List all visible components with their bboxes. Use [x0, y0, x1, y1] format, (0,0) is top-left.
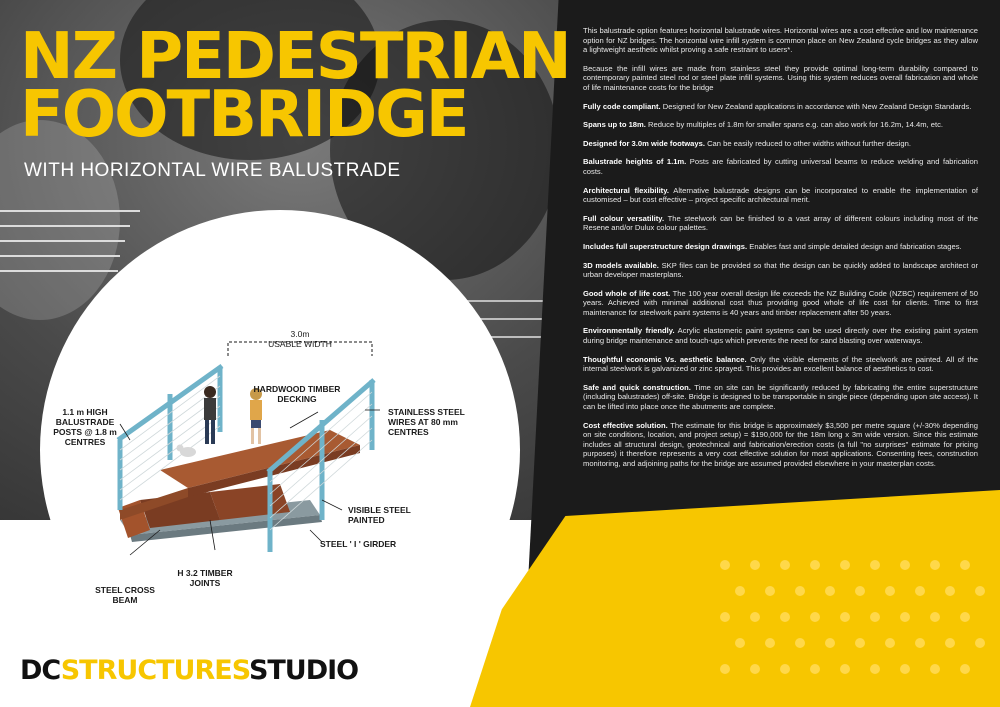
feature-heading: Balustrade heights of 1.1m.	[583, 157, 687, 167]
decor-dot	[930, 612, 940, 622]
decor-dot	[840, 612, 850, 622]
intro-paragraph: This balustrade option features horizontal balustrade wires. Horizontal wires are a cost effective and low maintenance option for NZ bridges. The horizontal wire infill system is common place on New Zealand cycle bridges as they allow a lightweight aesthetic whilst proving a safe restraint to users*.	[583, 26, 978, 55]
feature-paragraph	[583, 383, 978, 412]
railing-wire	[0, 240, 125, 242]
decor-dot	[735, 638, 745, 648]
feature-heading: Good whole of life cost.	[583, 288, 671, 298]
feature-heading: 3D models available.	[583, 260, 659, 270]
decor-dot	[750, 664, 760, 674]
decor-dot	[975, 638, 985, 648]
decor-dot	[840, 560, 850, 570]
feature-text: Can be easily reduced to other widths without further design.	[707, 138, 911, 148]
feature-paragraph	[583, 421, 978, 469]
feature-heading: Cost effective solution.	[583, 420, 668, 430]
decking-label: HARDWOOD TIMBER DECKING	[253, 384, 341, 404]
decor-dot	[765, 586, 775, 596]
width-value: 3.0m	[290, 329, 310, 339]
feature-text: SKP files can be provided so that the design can be quickly added to landscape architect or urban developer masterplans.	[583, 260, 978, 280]
decor-dot	[765, 638, 775, 648]
feature-heading: Environmentally friendly.	[583, 326, 675, 336]
decor-dot	[810, 664, 820, 674]
decor-dot	[945, 586, 955, 596]
feature-paragraph	[583, 186, 978, 205]
decor-dot	[960, 664, 970, 674]
company-logo	[20, 655, 358, 686]
railing-wire	[0, 270, 118, 272]
wires-label: STAINLESS STEEL WIRES AT 80 mm CENTRES	[388, 407, 465, 437]
feature-heading: Safe and quick construction.	[583, 382, 691, 392]
title-line-1: NZ PEDESTRIAN	[20, 20, 570, 94]
feature-heading: Spans up to 18m.	[583, 120, 646, 130]
title-line-2: FOOTBRIDGE	[20, 78, 468, 152]
decor-dot	[720, 612, 730, 622]
feature-heading: Designed for 3.0m wide footways.	[583, 138, 705, 148]
decor-dot	[915, 638, 925, 648]
decor-dot	[855, 586, 865, 596]
decor-dot	[780, 664, 790, 674]
decor-dot	[945, 638, 955, 648]
railing-wire	[0, 210, 140, 212]
feature-paragraph	[583, 157, 978, 176]
feature-paragraph	[583, 326, 978, 345]
decor-dot	[855, 638, 865, 648]
decor-dot	[750, 612, 760, 622]
logo-part-studio: STUDIO	[248, 655, 359, 686]
decor-dot	[900, 664, 910, 674]
feature-text: The steelwork can be finished to a vast array of different colours including most of the Resene and/or Dulux colour palettes.	[583, 213, 978, 233]
decor-dot	[870, 560, 880, 570]
decor-dot	[795, 638, 805, 648]
decor-dot	[795, 586, 805, 596]
visible-steel-label: VISIBLE STEEL PAINTED	[348, 505, 411, 525]
feature-text: Designed for New Zealand applications in accordance with New Zealand Design Standards.	[662, 101, 972, 111]
decor-dot	[825, 586, 835, 596]
feature-heading: Architectural flexibility.	[583, 185, 669, 195]
feature-heading: Includes full superstructure design drawings.	[583, 241, 748, 251]
feature-text: Posts are fabricated by cutting universal beams to reduce welding and fabrication costs.	[583, 157, 978, 176]
decor-dot	[810, 612, 820, 622]
decor-dot	[780, 612, 790, 622]
feature-text: Reduce by multiples of 1.8m for smaller spans e.g. can also work for 16.2m, 14.4m, etc.	[648, 120, 944, 130]
feature-paragraph	[583, 139, 978, 149]
feature-text: The estimate for this bridge is approximately $3,500 per metre square (+/-30% depending on site conditions, location, and project setup) = $190,000 for the 18m long x 3m wide version. Since this estimate includes all structural design, geotechnical and fabrication/erection costs (a full "no surprises" estimate for pricing purposes) it therefore represents a very cost effective solution for most applications. Consenting fees, construction monitoring, and adjoining paths for the bridge are assumed provided elsewhere in your masterplan costs.	[583, 420, 978, 468]
decor-dot	[870, 612, 880, 622]
logo-part-structures: STRUCTURES	[60, 655, 249, 686]
feature-heading: Fully code compliant.	[583, 101, 661, 111]
feature-paragraph	[583, 355, 978, 374]
decor-dot	[975, 586, 985, 596]
railing-wire	[0, 255, 120, 257]
decor-dot	[870, 664, 880, 674]
feature-paragraph	[583, 214, 978, 233]
decor-dot	[720, 664, 730, 674]
decor-dot	[735, 586, 745, 596]
decor-dot	[825, 638, 835, 648]
width-text: USABLE WIDTH	[268, 339, 332, 349]
decor-dot	[915, 586, 925, 596]
railing-wire	[0, 225, 130, 227]
feature-paragraph	[583, 242, 978, 252]
decor-dot	[780, 560, 790, 570]
decor-dot	[900, 560, 910, 570]
feature-text: Alternative balustrade designs can be incorporated to enable the implementation of customised – but cost effective – project specific architectural merit.	[583, 185, 978, 205]
feature-text: Time on site can be significantly reduced by fabricating the entire superstructure (including balustrades) off-site. Bridge is designed to be transportable in single piece (depending upon site access). It can be lifted into place once the abutments are complete.	[583, 382, 978, 412]
decor-dot	[930, 664, 940, 674]
girder-label: STEEL ' I ' GIRDER	[320, 539, 397, 549]
page-subtitle: WITH HORIZONTAL WIRE BALUSTRADE	[24, 160, 401, 181]
feature-text: Acrylic elastomeric paint systems can be used directly over the existing paint system during bridge maintenance and touch-ups which prevents the need for sand blasting over waterways.	[583, 326, 978, 346]
decor-dot	[960, 612, 970, 622]
logo-part-dc: DC	[20, 655, 61, 686]
decor-dot	[750, 560, 760, 570]
decor-dot	[930, 560, 940, 570]
decor-dot	[840, 664, 850, 674]
decor-dot	[885, 586, 895, 596]
feature-heading: Full colour versatility.	[583, 213, 665, 223]
feature-paragraph	[583, 102, 978, 112]
feature-text: Enables fast and simple detailed design and fabrication stages.	[749, 241, 962, 251]
description-column	[583, 26, 978, 478]
feature-text: Only the visible elements of the steelwork are painted. All of the internal steelwork is galvanized or zinc sprayed. This provides an excellent balance of aesthetics to cost.	[583, 354, 978, 374]
feature-heading: Thoughtful economic Vs. aesthetic balance.	[583, 354, 747, 364]
width-label	[260, 329, 340, 349]
cross-beam-label: STEEL CROSS BEAM	[95, 585, 155, 605]
page-title	[20, 20, 570, 152]
intro-paragraph: Because the infill wires are made from stainless steel they provide optimal long-term durability compared to contemporary painted steel rod or steel plate infill systems. Using this system reduces overall fabrication and whole of life maintenance costs for the bridge	[583, 63, 978, 92]
decor-dot	[720, 560, 730, 570]
feature-text: The 100 year overall design life exceeds the NZ Building Code (NZBC) requirement of 50 years. Achieved with minimal additional cost thus providing good whole of life cost for clients. Time to first maintenance for steelwork paint systems is 40 years and timber replacement after 50 years.	[583, 288, 978, 317]
feature-paragraph	[583, 261, 978, 280]
decor-dot	[960, 560, 970, 570]
decor-dot	[885, 638, 895, 648]
feature-paragraph	[583, 289, 978, 318]
joints-label: H 3.2 TIMBER JOINTS	[177, 568, 233, 588]
posts-label: 1.1 m HIGH BALUSTRADE POSTS @ 1.8 m CENTRES	[53, 407, 117, 447]
decor-dot	[810, 560, 820, 570]
pedestrian-figure	[204, 386, 216, 444]
feature-paragraph	[583, 120, 978, 130]
decor-dot	[900, 612, 910, 622]
